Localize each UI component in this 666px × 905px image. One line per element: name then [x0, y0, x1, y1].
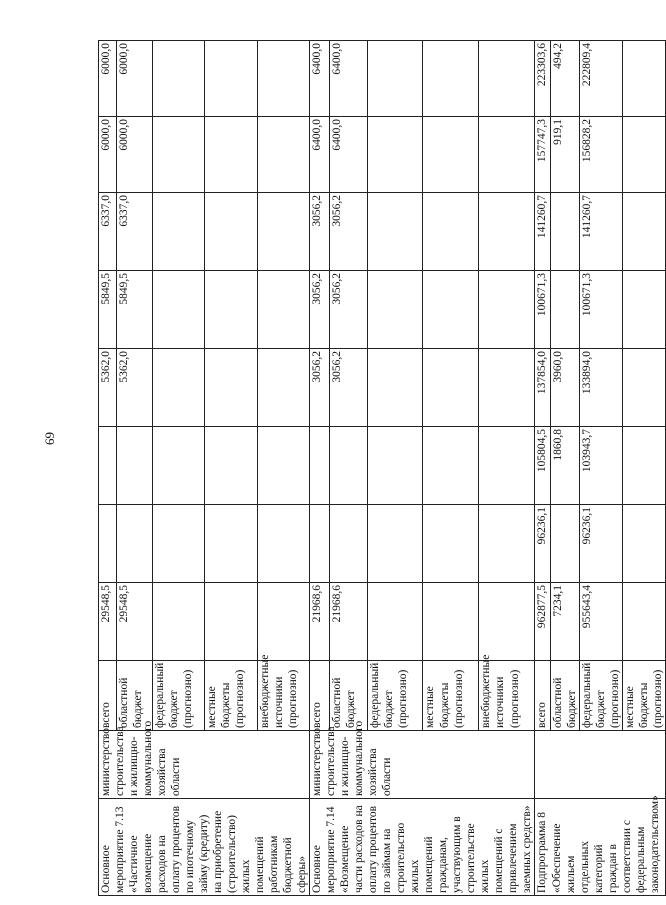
value-cell: 157747,3 [535, 117, 550, 193]
value-cell [622, 505, 665, 583]
value-cell [152, 505, 205, 583]
value-cell: 919,1 [550, 117, 579, 193]
value-cell: 6337,0 [99, 193, 117, 271]
value-cell [117, 505, 152, 583]
value-cell: 29548,5 [117, 583, 152, 661]
value-cell [550, 271, 579, 349]
value-cell [99, 505, 117, 583]
value-cell: 6400,0 [310, 117, 330, 193]
value-cell [152, 117, 205, 193]
source-cell: всего [535, 661, 550, 731]
table-row [310, 41, 330, 896]
value-cell [479, 349, 535, 427]
value-cell [622, 349, 665, 427]
value-cell [257, 427, 310, 505]
value-cell [367, 583, 423, 661]
value-cell [257, 271, 310, 349]
value-cell: 100671,3 [579, 271, 622, 349]
source-cell: внебюджетные источники (прогнозно) [257, 661, 310, 731]
value-cell: 141260,7 [535, 193, 550, 271]
value-cell [205, 505, 258, 583]
value-cell: 3960,0 [550, 349, 579, 427]
value-cell [205, 349, 258, 427]
value-cell [367, 117, 423, 193]
value-cell: 21968,6 [329, 583, 367, 661]
value-cell [117, 427, 152, 505]
value-cell [152, 427, 205, 505]
value-cell: 5362,0 [99, 349, 117, 427]
program-cell: Подпрограмма 8 «Обеспечение жильем отдельных категорий граждан в соответствии с федеральным законодательством» [535, 799, 665, 896]
value-cell [423, 427, 479, 505]
value-cell [152, 271, 205, 349]
value-cell [423, 505, 479, 583]
value-cell [152, 193, 205, 271]
value-cell [152, 41, 205, 117]
source-cell: федеральный бюджет (прогнозно) [152, 661, 205, 731]
source-cell: всего [310, 661, 330, 731]
value-cell [423, 117, 479, 193]
value-cell: 133894,0 [579, 349, 622, 427]
value-cell: 955643,4 [579, 583, 622, 661]
value-cell [622, 271, 665, 349]
table-row [99, 41, 117, 896]
source-cell: областной бюджет [117, 661, 152, 731]
value-cell: 5849,5 [117, 271, 152, 349]
value-cell [152, 583, 205, 661]
value-cell [329, 427, 367, 505]
executor-cell [535, 731, 665, 799]
value-cell [367, 41, 423, 117]
value-cell [479, 117, 535, 193]
executor-cell: министерство строительства и жилищно-коммунального хозяйства области [99, 731, 310, 799]
value-cell: 6000,0 [99, 117, 117, 193]
value-cell: 6400,0 [329, 117, 367, 193]
value-cell [622, 193, 665, 271]
value-cell: 5849,5 [99, 271, 117, 349]
table-row [535, 41, 550, 896]
value-cell: 7234,1 [550, 583, 579, 661]
value-cell: 156828,2 [579, 117, 622, 193]
value-cell [423, 349, 479, 427]
value-cell: 6337,0 [117, 193, 152, 271]
value-cell [367, 505, 423, 583]
value-cell [423, 271, 479, 349]
value-cell [550, 505, 579, 583]
value-cell [367, 349, 423, 427]
value-cell: 100671,3 [535, 271, 550, 349]
value-cell [367, 271, 423, 349]
value-cell [205, 193, 258, 271]
value-cell: 5362,0 [117, 349, 152, 427]
value-cell [310, 505, 330, 583]
value-cell [257, 117, 310, 193]
value-cell: 3056,2 [329, 349, 367, 427]
source-cell: федеральный бюджет (прогнозно) [367, 661, 423, 731]
value-cell [622, 117, 665, 193]
value-cell [310, 427, 330, 505]
value-cell [550, 193, 579, 271]
value-cell: 6400,0 [310, 41, 330, 117]
value-cell: 223303,6 [535, 41, 550, 117]
value-cell [622, 41, 665, 117]
value-cell [205, 427, 258, 505]
value-cell: 21968,6 [310, 583, 330, 661]
source-cell: местные бюджеты (прогнозно) [622, 661, 665, 731]
value-cell [479, 505, 535, 583]
value-cell [479, 41, 535, 117]
value-cell: 222809,4 [579, 41, 622, 117]
value-cell [205, 583, 258, 661]
value-cell [205, 117, 258, 193]
value-cell [423, 41, 479, 117]
value-cell [152, 349, 205, 427]
program-cell: Основное мероприятие 7.14 «Возмещение части расходов на оплату процентов по займам на строительство жилых помещений гражданам, участвующим в строительстве жилых помещений с привлечением заемных средств» [310, 799, 535, 896]
value-cell [205, 271, 258, 349]
value-cell [622, 583, 665, 661]
value-cell: 3056,2 [310, 349, 330, 427]
source-cell: федеральный бюджет (прогнозно) [579, 661, 622, 731]
value-cell: 3056,2 [310, 271, 330, 349]
value-cell: 494,2 [550, 41, 579, 117]
value-cell [479, 271, 535, 349]
value-cell: 3056,2 [329, 193, 367, 271]
program-cell: Основное мероприятие 7.13 «Частичное возмещение расходов на оплату процентов по ипотечному займу (кредиту) на приобретение (строительство) жилых помещений работникам бюджетной сферы» [99, 799, 310, 896]
value-cell [257, 349, 310, 427]
source-cell: областной бюджет [550, 661, 579, 731]
value-cell [479, 427, 535, 505]
value-cell: 6000,0 [117, 117, 152, 193]
executor-cell: министерство строительства и жилищно-коммунального хозяйства области [310, 731, 535, 799]
value-cell: 3056,2 [329, 271, 367, 349]
source-cell: местные бюджеты (прогнозно) [423, 661, 479, 731]
value-cell [479, 193, 535, 271]
source-cell: всего [99, 661, 117, 731]
value-cell [479, 583, 535, 661]
value-cell [329, 505, 367, 583]
value-cell [257, 583, 310, 661]
value-cell [99, 427, 117, 505]
value-cell: 96236,1 [535, 505, 550, 583]
value-cell: 6000,0 [99, 41, 117, 117]
rotated-table-container [98, 41, 664, 896]
value-cell [205, 41, 258, 117]
value-cell: 29548,5 [99, 583, 117, 661]
value-cell: 3056,2 [310, 193, 330, 271]
value-cell [423, 193, 479, 271]
source-cell: областной бюджет [329, 661, 367, 731]
value-cell: 6000,0 [117, 41, 152, 117]
value-cell: 1860,8 [550, 427, 579, 505]
value-cell: 96236,1 [579, 505, 622, 583]
financing-table [98, 40, 666, 896]
value-cell [257, 193, 310, 271]
value-cell [257, 41, 310, 117]
value-cell [257, 505, 310, 583]
value-cell [423, 583, 479, 661]
value-cell [367, 193, 423, 271]
source-cell: местные бюджеты (прогнозно) [205, 661, 258, 731]
value-cell: 141260,7 [579, 193, 622, 271]
page-number: 69 [42, 432, 57, 445]
value-cell [367, 427, 423, 505]
value-cell: 962877,5 [535, 583, 550, 661]
source-cell: внебюджетные источники (прогнозно) [479, 661, 535, 731]
value-cell: 6400,0 [329, 41, 367, 117]
value-cell: 105804,5 [535, 427, 550, 505]
value-cell: 103943,7 [579, 427, 622, 505]
value-cell [622, 427, 665, 505]
value-cell: 137854,0 [535, 349, 550, 427]
